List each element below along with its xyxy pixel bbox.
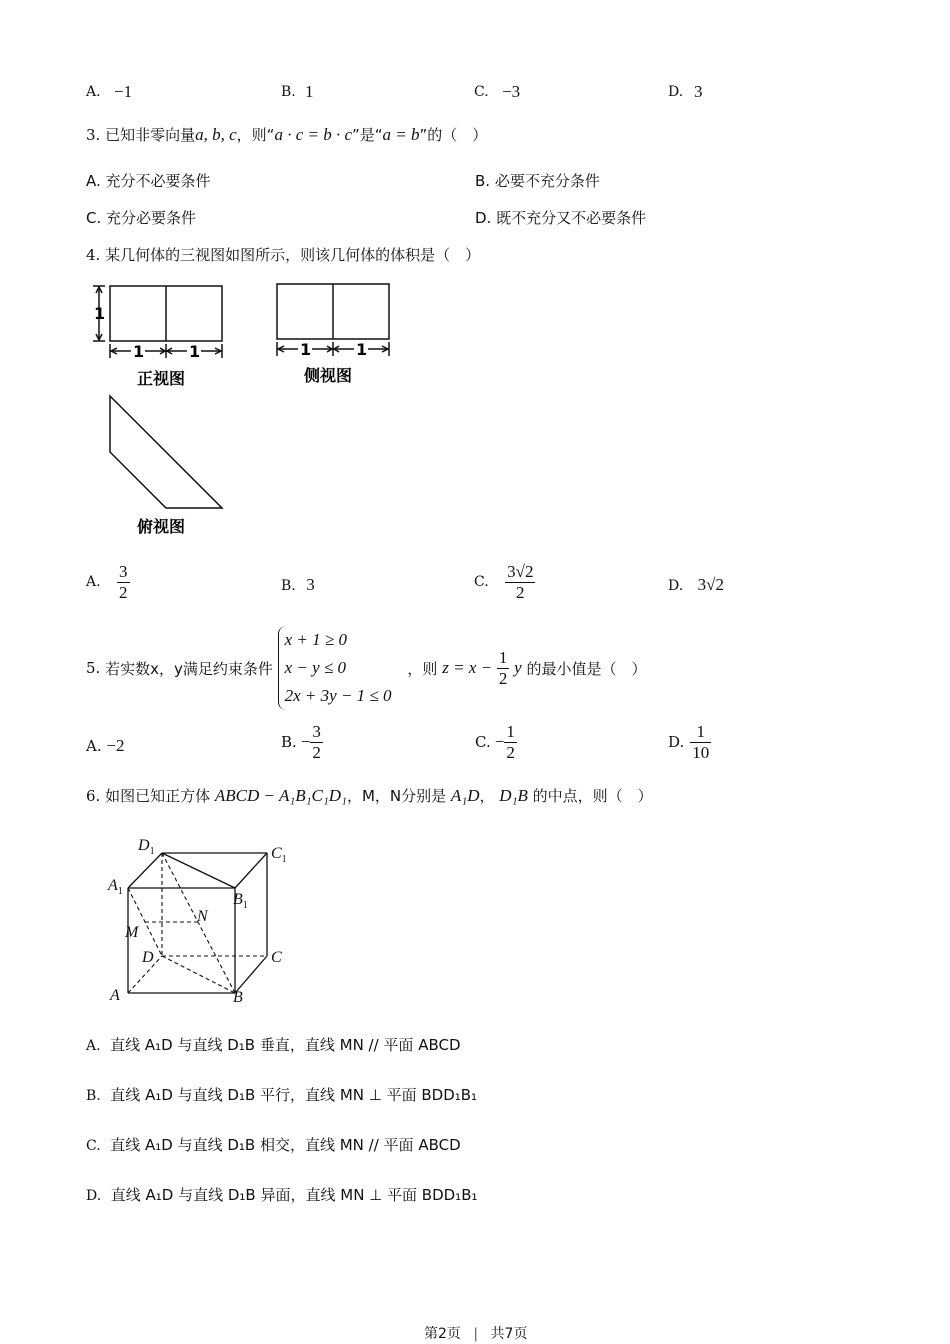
q2-option-b-letter: B.	[281, 84, 296, 100]
q5-option-d: D. $\frac{1}{10}$	[668, 722, 710, 762]
q4-stem	[86, 244, 480, 265]
edge-a1d1	[128, 853, 162, 888]
label-b1: $B_1$	[233, 891, 248, 911]
cube-figure	[100, 828, 310, 1013]
q6-number: 6.	[86, 787, 101, 805]
q6-option-c: C. 直线 A₁D 与直线 D₁B 相交，直线 MN // 平面 ABCD	[86, 1136, 461, 1154]
side-view-width-label-1: 1	[300, 340, 312, 359]
q3-condition-1: a · c = b · c	[274, 125, 352, 144]
front-view-width-label-1: 1	[133, 342, 145, 361]
q3-option-c: C. 充分必要条件	[86, 209, 197, 227]
q3-vectors: a, b, c	[195, 125, 237, 144]
q3-number: 3.	[86, 126, 101, 144]
q2-option-c-value: −3	[502, 82, 521, 101]
line-db-hidden	[162, 956, 235, 993]
q5-stem	[86, 626, 646, 710]
q4-text: 某几何体的三视图如图所示，则该几何体的体积是（ ）	[105, 246, 481, 264]
q5-text-c: 的最小值是（ ）	[526, 659, 647, 678]
q5-text-a: 若实数x，y满足约束条件	[105, 659, 273, 678]
side-view-width-label-2: 1	[356, 340, 368, 359]
q4-option-b: B. 3	[281, 575, 315, 594]
q6-text-a: 如图已知正方体	[105, 787, 211, 805]
q5-constraint-3: 2x + 3y − 1 ≤ 0	[284, 686, 392, 705]
label-c1: $C_1$	[271, 845, 287, 865]
q4-option-a: A. $\frac{3}{2}$	[86, 562, 128, 602]
edge-bc	[235, 956, 267, 993]
q4-number: 4.	[86, 246, 101, 264]
front-view	[93, 286, 222, 358]
front-view-height-label: 1	[94, 304, 106, 323]
q6-segment-1: A₁D	[450, 786, 480, 805]
q3-stem	[86, 124, 487, 145]
q2-option-a-letter: A.	[86, 84, 101, 100]
q6-option-d: D. 直线 A₁D 与直线 D₁B 异面，直线 MN ⊥ 平面 BDD₁B₁	[86, 1186, 478, 1204]
q3-text-d: ”的（ ）	[419, 126, 488, 144]
label-d: D	[142, 949, 154, 966]
label-d1: $D_1$	[138, 837, 155, 857]
q6-text-d: 的中点，则（ ）	[532, 787, 653, 805]
q5-option-a: A. −2	[86, 736, 125, 755]
q3-option-d: D. 既不充分又不必要条件	[475, 209, 647, 227]
page-number: 第2页	[424, 1326, 461, 1342]
q5-objective-lhs: z = x −	[442, 658, 493, 677]
label-a: A	[110, 987, 120, 1004]
q5-constraint-2: x − y ≤ 0	[284, 658, 347, 677]
q3-text-a: 已知非零向量	[105, 126, 196, 144]
q3-option-a: A. 充分不必要条件	[86, 172, 211, 190]
q5-objective-fraction: $\frac{1}{2}$	[498, 647, 508, 688]
q3-condition-2: a = b	[382, 125, 420, 144]
page-total: 共7页	[490, 1326, 528, 1342]
q3-option-b: B. 必要不充分条件	[475, 172, 600, 190]
top-view-caption: 俯视图	[137, 517, 186, 536]
q5-text-b: ，则	[407, 659, 438, 678]
label-c: C	[271, 949, 282, 966]
q3-text-b: ，则“	[236, 126, 275, 144]
side-view-caption: 侧视图	[304, 366, 353, 385]
top-view	[110, 396, 222, 508]
q5-constraint-system	[278, 626, 395, 710]
front-view-caption: 正视图	[137, 369, 186, 388]
q6-text-c: ，	[479, 787, 495, 805]
q4-option-d: D. 3√2	[668, 575, 724, 594]
footer-separator: |	[473, 1326, 479, 1342]
q6-text-b: ，M，N分别是	[346, 787, 447, 805]
q2-option-a-value: −1	[114, 82, 133, 101]
q3-text-c: ”是“	[352, 126, 383, 144]
q2-option-d-letter: D.	[668, 84, 684, 100]
q2-option-c-letter: C.	[474, 84, 489, 100]
label-b: B	[233, 989, 243, 1006]
front-view-width-label-2: 1	[189, 342, 201, 361]
q6-stem	[86, 785, 653, 806]
q6-cube: ABCD − A₁B₁C₁D₁	[214, 786, 347, 805]
label-m: M	[125, 924, 139, 941]
label-a1: $A_1$	[108, 877, 123, 897]
q6-option-a: A. 直线 A₁D 与直线 D₁B 垂直，直线 MN // 平面 ABCD	[86, 1036, 461, 1054]
diag-d1b1	[162, 853, 235, 888]
q2-option-d-value: 3	[694, 82, 703, 101]
three-view-figure	[85, 278, 405, 543]
q2-option-b-value: 1	[305, 82, 314, 101]
q6-segment-2: D₁B	[499, 786, 528, 805]
q5-constraint-1: x + 1 ≥ 0	[284, 630, 347, 649]
q6-option-b: B. 直线 A₁D 与直线 D₁B 平行，直线 MN ⊥ 平面 BDD₁B₁	[86, 1086, 478, 1104]
label-n: N	[197, 908, 208, 925]
q5-number: 5.	[86, 659, 101, 677]
q5-option-c: C. − $\frac{1}{2}$	[475, 722, 515, 762]
q5-objective-rhs: y	[514, 658, 522, 677]
edge-b1c1	[235, 853, 267, 888]
page-footer	[424, 1323, 527, 1343]
q4-option-c: C. $\frac{3√2}{2}$	[474, 562, 534, 602]
q5-option-b: B. − $\frac{3}{2}$	[281, 722, 321, 762]
side-view	[277, 284, 389, 356]
